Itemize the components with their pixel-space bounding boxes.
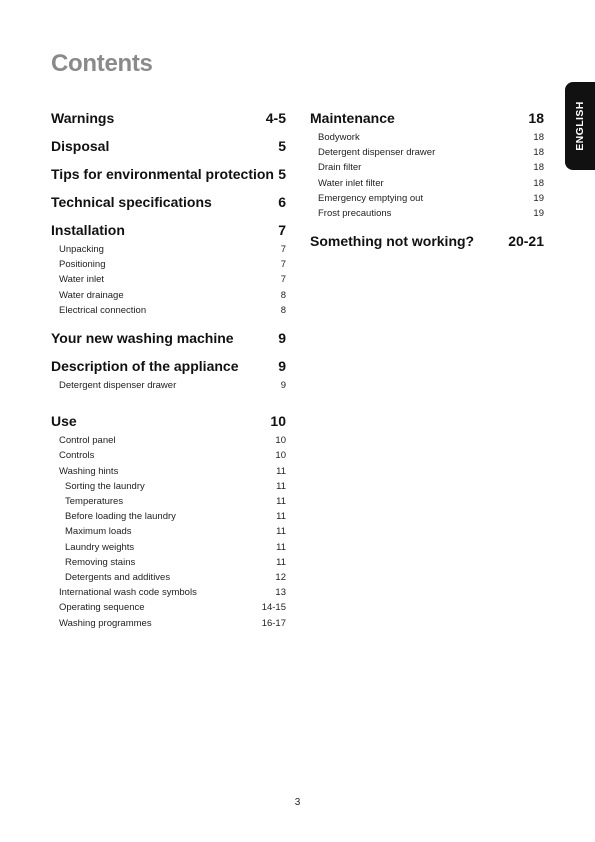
toc-entry-label: Control panel: [59, 435, 116, 447]
toc-entry-label: Sorting the laundry: [65, 480, 145, 492]
toc-entry[interactable]: [51, 540, 286, 555]
toc-entry-page: 18: [533, 132, 544, 143]
toc-entry-page: 11: [276, 511, 286, 523]
toc-section-page: 18: [528, 110, 544, 126]
toc-entry[interactable]: [310, 176, 544, 191]
toc-section-title: Something not working?: [310, 233, 475, 250]
toc-section-heading[interactable]: [51, 192, 286, 212]
toc-section-title: Your new washing machine: [51, 330, 234, 347]
toc-entry-page: 19: [533, 192, 544, 204]
toc-entry-label: Water inlet filter: [318, 177, 384, 189]
toc-entry[interactable]: [51, 242, 286, 257]
toc-section-title: Installation: [51, 222, 125, 238]
toc-section-heading[interactable]: [51, 411, 286, 431]
toc-entry-page: 11: [276, 496, 286, 508]
toc-entry-label: Detergent dispenser drawer: [318, 147, 436, 159]
toc-entry-page: 7: [280, 274, 286, 286]
toc-entry[interactable]: [51, 257, 286, 272]
toc-section-title: Tips for environmental protection: [51, 166, 274, 182]
toc-section: [51, 220, 286, 318]
toc-entry[interactable]: [310, 160, 544, 175]
toc-section-page: 9: [278, 330, 286, 347]
toc-left-column: [51, 108, 286, 641]
toc-section-page: 9: [278, 358, 286, 375]
toc-entry[interactable]: [51, 524, 286, 539]
toc-entry[interactable]: [51, 479, 286, 494]
toc-entry-label: Operating sequence: [59, 602, 145, 614]
page-number: 3: [294, 797, 301, 808]
toc-entry-label: Washing programmes: [59, 617, 152, 629]
toc-section-page: 4-5: [265, 110, 286, 126]
toc-entry-page: 8: [280, 304, 286, 316]
toc-entry-page: 11: [276, 556, 286, 568]
toc-section-heading[interactable]: [51, 164, 286, 184]
toc-entry[interactable]: [51, 555, 286, 570]
toc-entry-page: 8: [280, 289, 286, 301]
toc-entry-page: 7: [280, 244, 286, 255]
toc-section-page: 20-21: [508, 233, 544, 250]
toc-entry-label: Before loading the laundry: [65, 511, 176, 523]
toc-entry-page: 10: [275, 450, 286, 462]
toc-section-heading[interactable]: [51, 108, 286, 128]
toc-section-heading[interactable]: [51, 328, 286, 348]
toc-entry-label: Emergency emptying out: [318, 192, 424, 204]
toc-entry[interactable]: [51, 448, 286, 463]
toc-section: [51, 411, 286, 631]
toc-entry[interactable]: [51, 570, 286, 585]
toc-entry-page: 9: [280, 380, 286, 392]
toc-right-column: [310, 108, 544, 259]
toc-section: [310, 108, 544, 221]
toc-entry-page: 11: [276, 541, 286, 553]
toc-section-page: 7: [278, 222, 286, 238]
toc-entry-page: 7: [280, 259, 286, 271]
toc-section-title: Use: [51, 413, 77, 430]
toc-section: [51, 192, 286, 212]
toc-entry-page: 10: [275, 435, 286, 447]
toc-entry[interactable]: [51, 585, 286, 600]
toc-entry[interactable]: [51, 494, 286, 509]
toc-section-title: Description of the appliance: [51, 358, 239, 375]
toc-entry[interactable]: [310, 206, 544, 221]
toc-entry-label: Laundry weights: [65, 541, 135, 553]
toc-section: [51, 356, 286, 393]
toc-section-page: 10: [270, 413, 286, 430]
toc-section: [310, 231, 544, 251]
toc-section: [51, 136, 286, 156]
toc-entry-label: Bodywork: [318, 132, 360, 143]
toc-section-heading[interactable]: [310, 108, 544, 128]
toc-entry-page: 11: [276, 465, 286, 477]
toc-section-title: Disposal: [51, 138, 110, 154]
toc-entry-page: 13: [275, 587, 286, 599]
toc-section-title: Maintenance: [310, 110, 395, 126]
toc-section-page: 6: [278, 194, 286, 210]
toc-entry-label: Removing stains: [65, 556, 136, 568]
toc-entry-label: Water inlet: [59, 274, 105, 286]
toc-entry-page: 11: [276, 480, 286, 492]
toc-entry[interactable]: [51, 303, 286, 318]
toc-section-title: Technical specifications: [51, 194, 212, 210]
toc-section-page: 5: [278, 138, 286, 154]
toc-entry-label: Positioning: [59, 259, 106, 271]
toc-entry-page: 16-17: [261, 617, 286, 629]
toc-entry-label: International wash code symbols: [59, 587, 197, 599]
toc-entry-label: Detergent dispenser drawer: [59, 380, 177, 392]
toc-entry-label: Unpacking: [59, 244, 104, 255]
toc-entry-label: Electrical connection: [59, 304, 147, 316]
toc-section-heading[interactable]: [51, 136, 286, 156]
toc-section-heading[interactable]: [51, 220, 286, 240]
toc-entry[interactable]: [310, 191, 544, 206]
toc-section: [51, 328, 286, 348]
toc-section-heading[interactable]: [51, 356, 286, 376]
toc-entry-page: 19: [533, 208, 544, 220]
toc-section-heading[interactable]: [310, 231, 544, 251]
toc-entry-label: Frost precautions: [318, 208, 392, 220]
toc-entry-label: Maximum loads: [65, 526, 132, 538]
toc-entry[interactable]: [51, 272, 286, 287]
toc-entry-label: Temperatures: [65, 496, 124, 508]
toc-entry-page: 14-15: [261, 602, 286, 614]
toc-entry[interactable]: [51, 600, 286, 615]
toc-section: [51, 108, 286, 128]
language-tab-label: ENGLISH: [574, 101, 586, 151]
toc-entry-page: 18: [533, 162, 544, 174]
toc-entry-page: 12: [275, 572, 286, 584]
toc-entry[interactable]: [310, 145, 544, 160]
toc-section: [51, 164, 286, 184]
toc-entry-page: 18: [533, 147, 544, 159]
toc-entry[interactable]: [310, 130, 544, 145]
toc-entry-label: Controls: [59, 450, 95, 462]
language-tab: [565, 82, 595, 170]
toc-entry-label: Drain filter: [318, 162, 362, 174]
toc-entry[interactable]: [51, 433, 286, 448]
toc-section-title: Warnings: [51, 110, 115, 126]
toc-entry[interactable]: [51, 509, 286, 524]
toc-entry[interactable]: [51, 464, 286, 479]
toc-entry-label: Washing hints: [59, 465, 119, 477]
toc-entry[interactable]: [51, 616, 286, 631]
toc-entry-label: Water drainage: [59, 289, 124, 301]
toc-entry[interactable]: [51, 378, 286, 393]
toc-entry-page: 11: [276, 526, 286, 538]
toc-entry-page: 18: [533, 177, 544, 189]
toc-section-page: 5: [278, 166, 286, 182]
page-title: Contents: [51, 50, 153, 77]
toc-entry-label: Detergents and additives: [65, 572, 171, 584]
toc-entry[interactable]: [51, 288, 286, 303]
